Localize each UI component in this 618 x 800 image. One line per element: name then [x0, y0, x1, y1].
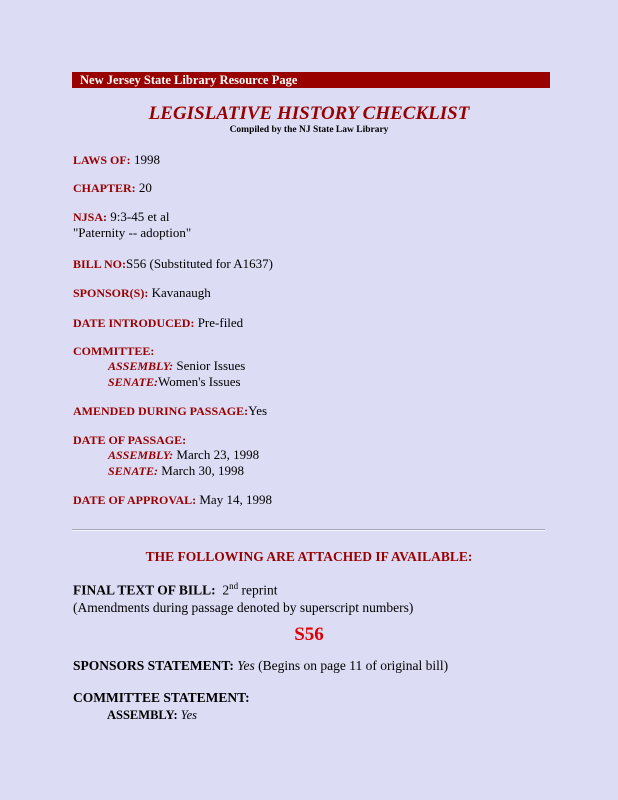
sponsors-statement-label: SPONSORS STATEMENT:: [73, 658, 234, 673]
sponsors-value: Kavanaugh: [151, 285, 211, 300]
njsa-description: "Paternity -- adoption": [73, 225, 192, 240]
sponsors-statement-value: Yes: [237, 658, 255, 673]
committee-statement-assembly-value: Yes: [180, 708, 197, 722]
attached-heading: THE FOLLOWING ARE ATTACHED IF AVAILABLE:: [145, 549, 473, 564]
committee-assembly-value: Senior Issues: [176, 358, 246, 373]
bill-no-field: [73, 256, 273, 272]
date-of-approval-label: DATE OF APPROVAL:: [73, 493, 197, 507]
committee-statement-assembly-label: ASSEMBLY:: [107, 708, 178, 722]
chapter-value: 20: [138, 180, 152, 195]
date-introduced-field: [73, 315, 243, 331]
final-text-num: 2: [222, 582, 230, 598]
laws-of-field: [73, 152, 160, 168]
njsa-value: 9:3-45 et al: [110, 209, 170, 224]
sponsors-statement-note: (Begins on page 11 of original bill): [254, 658, 449, 673]
date-of-approval-value: May 14, 1998: [199, 492, 272, 507]
njsa-field: [73, 209, 191, 241]
date-introduced-value: Pre-filed: [197, 315, 244, 330]
date-introduced-label: DATE INTRODUCED:: [73, 316, 195, 330]
committee-assembly-label: ASSEMBLY:: [108, 359, 174, 373]
sponsors-field: [73, 285, 211, 301]
njsa-label: NJSA:: [73, 210, 108, 224]
passage-assembly-value: March 23, 1998: [176, 447, 260, 462]
section-divider: [72, 529, 545, 531]
passage-senate-value: March 30, 1998: [161, 463, 244, 478]
amended-field: [73, 403, 267, 419]
committee-senate-value: Women's Issues: [158, 374, 241, 389]
committee-statement-assembly: [107, 707, 197, 724]
committee-statement-label: COMMITTEE STATEMENT:: [73, 690, 250, 705]
laws-of-label: LAWS OF:: [73, 153, 131, 167]
date-of-passage-label: DATE OF PASSAGE:: [73, 433, 187, 447]
resource-page-banner: New Jersey State Library Resource Page: [72, 72, 550, 88]
sponsors-statement-field: [73, 657, 448, 674]
committee-assembly: [108, 358, 245, 374]
chapter-label: CHAPTER:: [73, 181, 136, 195]
final-text-note: (Amendments during passage denoted by superscript numbers): [73, 599, 414, 615]
chapter-field: [73, 180, 152, 196]
laws-of-value: 1998: [133, 152, 160, 167]
passage-senate-label: SENATE:: [108, 464, 159, 478]
bill-no-value: S56 (Substituted for A1637): [126, 256, 273, 271]
final-text-rest: reprint: [238, 582, 278, 598]
committee-senate: [108, 374, 241, 390]
amended-value: Yes: [248, 403, 268, 418]
page-title: LEGISLATIVE HISTORY CHECKLIST: [148, 103, 470, 124]
passage-assembly-label: ASSEMBLY:: [108, 448, 174, 462]
committee-label: COMMITTEE:: [73, 344, 155, 358]
bill-number-heading: S56: [294, 624, 324, 645]
final-text-field: [73, 578, 413, 616]
passage-assembly: [108, 447, 259, 463]
bill-no-label: BILL NO:: [73, 257, 127, 271]
date-of-approval-field: [73, 492, 272, 508]
sponsors-label: SPONSOR(S):: [73, 286, 149, 300]
amended-label: AMENDED DURING PASSAGE:: [73, 404, 249, 418]
final-text-label: FINAL TEXT OF BILL:: [73, 582, 216, 598]
passage-senate: [108, 463, 244, 479]
page-subtitle: Compiled by the NJ State Law Library: [229, 125, 389, 135]
final-text-sup: nd: [229, 581, 239, 591]
committee-senate-label: SENATE:: [108, 375, 159, 389]
